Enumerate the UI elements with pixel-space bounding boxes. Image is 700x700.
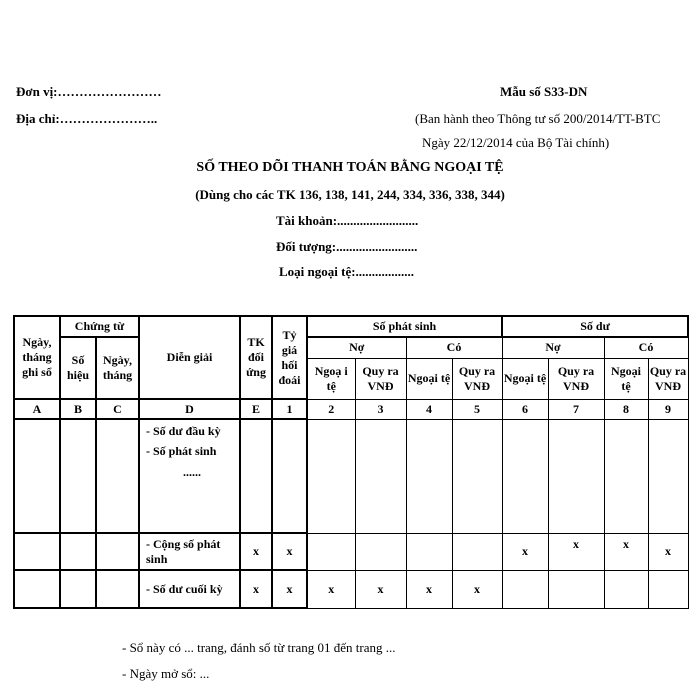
dia-chi-label: Địa chỉ:………………….. — [16, 111, 158, 126]
code-cell: 2 — [307, 399, 355, 419]
mark-x: x — [406, 570, 452, 608]
loai-ngoai-te-field: Loại ngoại tệ:.................. — [279, 264, 415, 279]
mark-x: x — [355, 570, 406, 608]
col-ps-no-ngoai-te: Ngoạ i tệ — [307, 358, 355, 399]
header-row-2 — [14, 337, 688, 358]
code-cell: B — [60, 399, 96, 419]
col-du-no-vnd: Quy ra VNĐ — [548, 358, 604, 399]
mark-x: x — [240, 533, 272, 570]
code-cell: C — [96, 399, 139, 419]
col-psinh-co: Có — [406, 337, 502, 358]
col-ps-co-ngoai-te: Ngoại tệ — [406, 358, 452, 399]
col-du-co-vnd: Quy ra VNĐ — [648, 358, 688, 399]
code-cell: 8 — [604, 399, 648, 419]
code-cell: 1 — [272, 399, 307, 419]
col-so-hieu: Số hiệu — [60, 337, 96, 399]
footer-open-date: - Ngày mở sổ: ... — [122, 666, 210, 681]
cong-so-phat-sinh: - Cộng số phát sinh — [139, 533, 240, 570]
code-cell: 4 — [406, 399, 452, 419]
code-cell: 3 — [355, 399, 406, 419]
col-so-phat-sinh: Số phát sinh — [307, 316, 502, 337]
form-number: Mẫu số S33-DN — [500, 84, 588, 99]
code-cell: 9 — [648, 399, 688, 419]
col-ngay-thang: Ngày, tháng ghi sổ — [14, 316, 60, 399]
ellipsis: ...... — [183, 465, 202, 479]
col-so-du: Số dư — [502, 316, 688, 337]
mark-x: x — [548, 533, 604, 570]
table-row — [14, 419, 688, 533]
col-du-no-ngoai-te: Ngoại tệ — [502, 358, 548, 399]
tai-khoan-field: Tài khoản:......................... — [276, 213, 419, 228]
mark-x: x — [240, 570, 272, 608]
don-vi-label: Đơn vị:…………………… — [16, 84, 162, 99]
code-row — [14, 399, 688, 419]
page-title: SỐ THEO DÕI THANH TOÁN BẰNG NGOẠI TỆ — [196, 160, 504, 175]
mark-x: x — [604, 533, 648, 570]
header-row-1 — [14, 316, 688, 337]
mark-x: x — [502, 533, 548, 570]
page-subtitle: (Dùng cho các TK 136, 138, 141, 244, 334, 336, 338, 344) — [195, 187, 505, 202]
row-dien-giai-1 — [139, 419, 240, 533]
col-ps-no-vnd: Quy ra VNĐ — [355, 358, 406, 399]
col-ngay-ct: Ngày, tháng — [96, 337, 139, 399]
col-tk-doi-ung: TK đối ứng — [240, 316, 272, 399]
table-row — [14, 533, 688, 570]
code-cell: A — [14, 399, 60, 419]
issued-by: (Ban hành theo Thông tư số 200/2014/TT-BTC — [415, 111, 661, 126]
doi-tuong-field: Đối tượng:......................... — [276, 239, 418, 254]
so-du-cuoi-ky: - Số dư cuối kỳ — [139, 570, 240, 608]
code-cell: E — [240, 399, 272, 419]
mark-x: x — [307, 570, 355, 608]
footer-page-count: - Sổ này có ... trang, đánh số từ trang 01 đến trang ... — [122, 640, 396, 655]
mark-x: x — [452, 570, 502, 608]
so-du-dau-ky: - Số dư đầu kỳ — [146, 424, 221, 438]
ledger-table — [13, 315, 689, 609]
col-ty-gia: Tỷ giá hối đoái — [272, 316, 307, 399]
col-dien-giai: Diễn giải — [139, 316, 240, 399]
table-row — [14, 570, 688, 608]
code-cell: 5 — [452, 399, 502, 419]
code-cell: D — [139, 399, 240, 419]
col-du-co-ngoai-te: Ngoại tệ — [604, 358, 648, 399]
mark-x: x — [272, 570, 307, 608]
mark-x: x — [648, 533, 688, 570]
issued-date: Ngày 22/12/2014 của Bộ Tài chính) — [422, 135, 610, 150]
col-du-co: Có — [604, 337, 688, 358]
col-chung-tu: Chứng từ — [60, 316, 139, 337]
code-cell: 6 — [502, 399, 548, 419]
col-psinh-no: Nợ — [307, 337, 406, 358]
col-ps-co-vnd: Quy ra VNĐ — [452, 358, 502, 399]
col-du-no: Nợ — [502, 337, 604, 358]
mark-x: x — [272, 533, 307, 570]
so-phat-sinh: - Số phát sinh — [146, 444, 217, 458]
code-cell: 7 — [548, 399, 604, 419]
